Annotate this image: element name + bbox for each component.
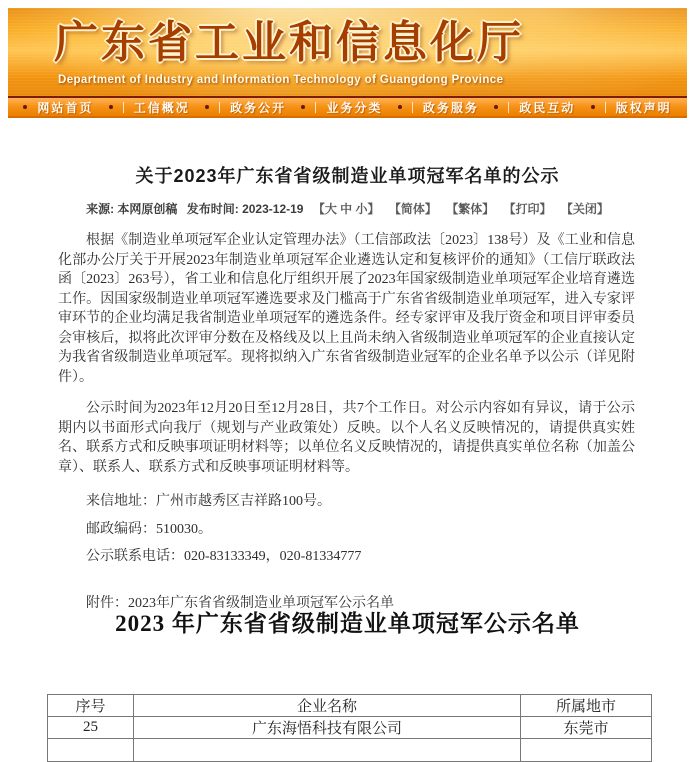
nav-item-gov-open[interactable] xyxy=(205,99,286,116)
divider xyxy=(605,102,606,113)
font-size-control[interactable]: 【大 中 小】 xyxy=(312,202,380,216)
site-subtitle-en: Department of Industry and Information Technology of Guangdong Province xyxy=(58,74,504,86)
header-city: 所属地市 xyxy=(521,695,652,717)
table-row xyxy=(48,717,652,739)
nav-item-business[interactable] xyxy=(301,99,382,116)
divider xyxy=(123,102,124,113)
traditional-button[interactable]: 【繁体】 xyxy=(446,202,495,216)
nav-link-business[interactable]: 业务分类 xyxy=(326,100,383,115)
divider xyxy=(508,102,509,113)
close-button[interactable]: 【关闭】 xyxy=(560,202,609,216)
bullet-icon xyxy=(205,105,209,109)
bullet-icon xyxy=(109,105,113,109)
cell-company xyxy=(134,739,521,762)
cell-city xyxy=(521,739,652,762)
main-nav xyxy=(8,96,687,118)
postal-code-line: 邮政编码：510030。 xyxy=(86,521,212,537)
cell-city: 东莞市 xyxy=(521,717,652,739)
nav-item-home[interactable] xyxy=(23,99,93,116)
site-banner xyxy=(8,8,687,96)
nav-link-overview[interactable]: 工信概况 xyxy=(133,100,190,115)
nav-link-interaction[interactable]: 政民互动 xyxy=(519,100,576,115)
nav-link-home[interactable]: 网站首页 xyxy=(37,100,94,115)
champion-list-table xyxy=(47,694,652,762)
header-company: 企业名称 xyxy=(134,695,521,717)
article-title: 关于2023年广东省省级制造业单项冠军名单的公示 xyxy=(135,166,560,186)
mail-address-line: 来信地址：广州市越秀区吉祥路100号。 xyxy=(86,494,331,509)
bullet-icon xyxy=(494,105,498,109)
nav-link-services[interactable]: 政务服务 xyxy=(422,100,479,115)
paragraph-basis: 根据《制造业单项冠军企业认定管理办法》（工信部政法〔2023〕138号）及《工业和信息化部办公厅关于开展2023年制造业单项冠军企业遴选认定和复核评价的通知》（工信厅联政法函〔2023〕263号），省工业和信息化厅组织开展了2023年国家级制造业单项冠军企业培育遴选工作。因国家级制造业单项冠军遴选要求及门槛高于广东省省级制造业单项冠军，进入专家评审环节的企业均满足我省制造业单项冠军的遴选条件。经专家评审及我厅资金和项目评审委员会审核后，拟将此次评审分数在及格线及以上且尚未纳入省级制造业单项冠军的企业直接认定为我省省级制造业单项冠军。现将拟纳入广东省省级制造业冠军的企业名单予以公示（详见附件）。 xyxy=(58,233,635,385)
nav-link-gov-open[interactable]: 政务公开 xyxy=(230,100,287,115)
divider xyxy=(315,102,316,113)
meta-publish-time: 发布时间: 2023-12-19 xyxy=(186,202,304,216)
phone-line: 公示联系电话：020-83133349，020-81334777 xyxy=(86,549,362,564)
table-header-row xyxy=(48,695,652,717)
paragraph-publicity-period: 公示时间为2023年12月20日至12月28日，共7个工作日。对公示内容如有异议，请于公示期内以书面形式向我厅（规划与产业政策处）反映。以个人名义反映情况的，请提供真实姓名、联系方式和反映事项证明材料等；以单位名义反映情况的，请提供真实单位名称（加盖公章）、联系人、联系方式和反映事项证明材料等。 xyxy=(58,401,635,475)
article-meta xyxy=(0,200,695,217)
bullet-icon xyxy=(398,105,402,109)
divider xyxy=(219,102,220,113)
table-row-partial xyxy=(48,739,652,762)
nav-item-services[interactable] xyxy=(398,99,479,116)
site-title: 广东省工业和信息化厅 xyxy=(54,18,524,67)
header-no: 序号 xyxy=(48,695,134,717)
bullet-icon xyxy=(591,105,595,109)
nav-item-copyright[interactable] xyxy=(591,99,672,116)
cell-company: 广东海悟科技有限公司 xyxy=(134,717,521,739)
cell-no: 25 xyxy=(48,717,134,739)
divider xyxy=(412,102,413,113)
nav-item-overview[interactable] xyxy=(109,99,190,116)
nav-link-copyright[interactable]: 版权声明 xyxy=(615,100,672,115)
bullet-icon xyxy=(23,105,27,109)
nav-item-interaction[interactable] xyxy=(494,99,575,116)
print-button[interactable]: 【打印】 xyxy=(503,202,552,216)
meta-source: 来源: 本网原创稿 xyxy=(86,202,178,216)
attachment-link[interactable]: 附件：2023年广东省省级制造业单项冠军公示名单 xyxy=(86,595,394,611)
article-body xyxy=(58,231,635,613)
bullet-icon xyxy=(301,105,305,109)
cell-no xyxy=(48,739,134,762)
simplified-button[interactable]: 【简体】 xyxy=(388,202,437,216)
list-title: 2023 年广东省省级制造业单项冠军公示名单 xyxy=(115,611,580,636)
